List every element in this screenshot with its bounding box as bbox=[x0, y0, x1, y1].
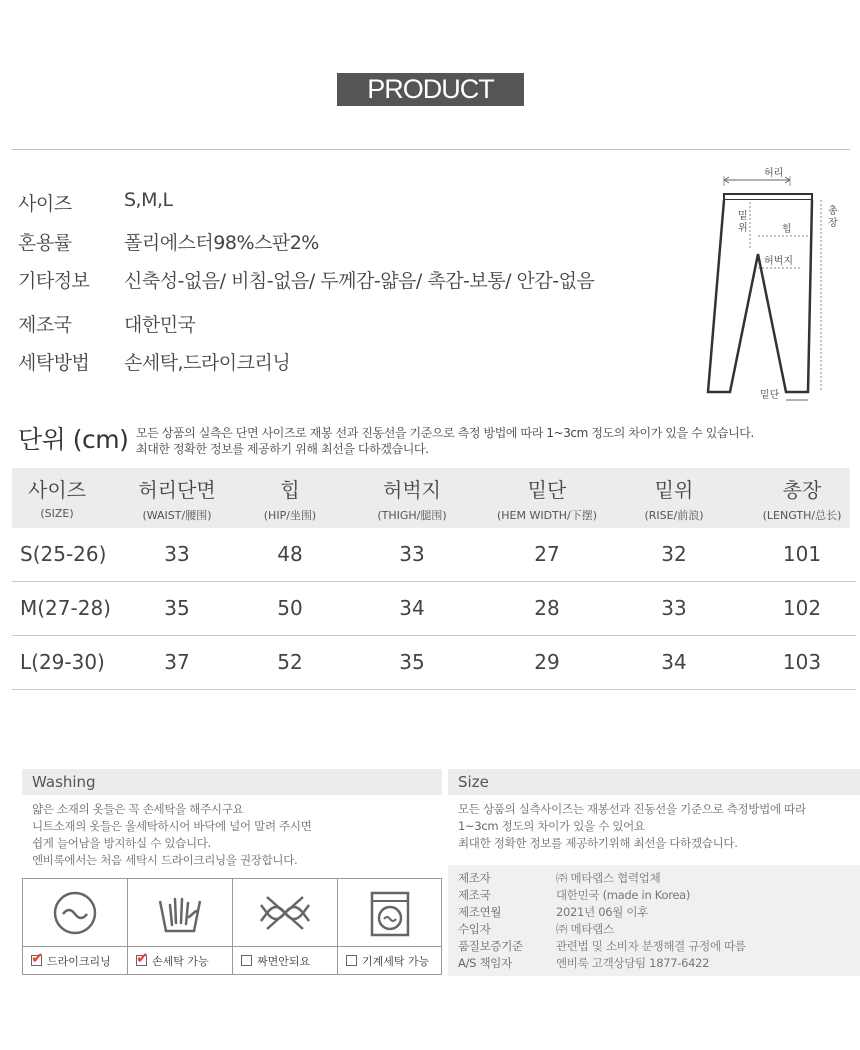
table-cell: 50 bbox=[277, 596, 303, 620]
info-label: 사이즈 bbox=[18, 193, 72, 215]
header-ko: 허벅지 bbox=[383, 478, 441, 502]
header-en: (THIGH/腿围) bbox=[377, 509, 447, 522]
header-cell bbox=[12, 468, 102, 520]
washing-text bbox=[32, 801, 312, 869]
machine-wash-icon bbox=[338, 879, 442, 947]
wash-option-no-wring bbox=[233, 879, 338, 974]
checkbox-unchecked[interactable] bbox=[241, 955, 252, 966]
page-title: PRODUCT INFO bbox=[337, 73, 524, 106]
length-label: 총 bbox=[828, 206, 838, 217]
wash-option-label: 기계세탁 가능 bbox=[362, 955, 430, 968]
info-label: 혼용률 bbox=[18, 232, 72, 254]
washing-title: Washing bbox=[22, 769, 442, 795]
size-panel-title: Size bbox=[448, 769, 860, 795]
info-value: 신축성-없음/ 비침-없음/ 두께감-얇음/ 촉감-보통/ 안감-없음 bbox=[124, 270, 595, 292]
table-cell: S(25-26) bbox=[20, 542, 107, 566]
no-wring-icon bbox=[233, 879, 337, 947]
washing-options bbox=[22, 878, 442, 975]
no-wring-checkbox[interactable] bbox=[241, 953, 310, 969]
table-cell: 29 bbox=[534, 650, 560, 674]
spec-key: A/S 책임자 bbox=[458, 956, 512, 970]
hip-label: 힙 bbox=[782, 224, 792, 235]
spec-key: 품질보증기준 bbox=[458, 939, 523, 953]
table-cell: 27 bbox=[534, 542, 560, 566]
info-label: 세탁방법 bbox=[18, 352, 90, 374]
table-cell: 33 bbox=[164, 542, 190, 566]
washing-line: 얇은 소재의 옷들은 꼭 손세탁을 해주시구요 bbox=[32, 802, 244, 816]
dry-clean-checkbox[interactable] bbox=[31, 953, 111, 969]
rise-label: 위 bbox=[738, 223, 748, 234]
table-cell: M(27-28) bbox=[20, 596, 111, 620]
divider bbox=[12, 149, 850, 150]
unit-title: 단위 (cm) bbox=[18, 425, 129, 454]
header-ko: 총장 bbox=[782, 478, 822, 502]
table-cell: L(29-30) bbox=[20, 650, 105, 674]
spec-key: 제조자 bbox=[458, 871, 491, 885]
spec-key: 수입자 bbox=[458, 922, 491, 936]
header-ko: 힙 bbox=[280, 478, 300, 502]
info-value: 손세탁,드라이크리닝 bbox=[124, 352, 291, 374]
table-cell: 32 bbox=[661, 542, 687, 566]
table-cell: 28 bbox=[534, 596, 560, 620]
header-ko: 밑단 bbox=[527, 478, 567, 502]
washing-line: 엔비룩에서는 처음 세탁시 드라이크리닝을 권장합니다. bbox=[32, 853, 298, 867]
product-spec-box bbox=[448, 865, 860, 976]
unit-note-line: 최대한 정확한 정보를 제공하기 위해 최선을 다하겠습니다. bbox=[136, 442, 429, 456]
table-cell: 52 bbox=[277, 650, 303, 674]
hand-wash-icon bbox=[128, 879, 232, 947]
wash-option-machine-wash bbox=[338, 879, 443, 974]
info-label: 기타정보 bbox=[18, 270, 90, 292]
table-cell: 48 bbox=[277, 542, 303, 566]
table-cell: 101 bbox=[782, 542, 822, 566]
table-row bbox=[12, 582, 856, 636]
spec-value: 관련법 및 소비자 분쟁해결 규정에 따름 bbox=[556, 939, 746, 953]
washing-line: 쉽게 늘어남을 방지하실 수 있습니다. bbox=[32, 836, 211, 850]
dry-clean-icon bbox=[23, 879, 127, 947]
rise-label: 밑 bbox=[738, 211, 748, 222]
unit-note-line: 모든 상품의 실측은 단면 사이즈로 재봉 선과 진동선을 기준으로 측정 방법에 따라 1~3cm 정도의 차이가 있을 수 있습니다. bbox=[136, 426, 754, 440]
table-row bbox=[12, 528, 856, 582]
table-cell: 103 bbox=[782, 650, 822, 674]
thigh-label: 허벅지 bbox=[764, 256, 793, 267]
header-en: (HIP/坐围) bbox=[263, 509, 317, 522]
header-cell bbox=[747, 468, 857, 523]
unit-note bbox=[136, 425, 754, 457]
wash-option-label: 드라이크리닝 bbox=[47, 955, 111, 968]
pants-measurement-diagram bbox=[700, 164, 850, 409]
checkbox-checked[interactable] bbox=[31, 955, 42, 966]
table-cell: 37 bbox=[164, 650, 190, 674]
table-row bbox=[12, 636, 856, 690]
size-panel-line: 모든 상품의 실측사이즈는 재봉선과 진동선을 기준으로 측정방법에 따라 bbox=[458, 802, 806, 816]
size-panel-line: 1~3cm 정도의 차이가 있을 수 있어요 bbox=[458, 819, 645, 833]
spec-value: 대한민국 (made in Korea) bbox=[556, 888, 691, 902]
wash-option-label: 손세탁 가능 bbox=[152, 955, 209, 968]
spec-key: 제조국 bbox=[458, 888, 491, 902]
info-value: 폴리에스터98%스판2% bbox=[124, 232, 319, 254]
spec-value: ㈜ 메타랩스 협력업체 bbox=[556, 871, 661, 885]
header-en: (RISE/前浪) bbox=[644, 509, 704, 522]
header-ko: 사이즈 bbox=[28, 478, 86, 502]
size-table-header bbox=[12, 468, 850, 528]
header-ko: 밑위 bbox=[654, 478, 694, 502]
spec-value: 엔비룩 고객상담팀 1877-6422 bbox=[556, 956, 710, 970]
header-en: (SIZE) bbox=[40, 507, 74, 520]
info-value: S,M,L bbox=[124, 189, 173, 211]
hem-label: 밑단 bbox=[760, 390, 780, 401]
wash-option-dry-clean bbox=[23, 879, 128, 974]
machine-wash-checkbox[interactable] bbox=[346, 953, 429, 969]
size-panel-text bbox=[458, 801, 806, 852]
header-cell bbox=[117, 468, 237, 523]
table-cell: 33 bbox=[399, 542, 425, 566]
hand-wash-checkbox[interactable] bbox=[136, 953, 209, 969]
spec-value: 2021년 06월 이후 bbox=[556, 905, 649, 919]
info-value: 대한민국 bbox=[124, 314, 196, 336]
header-cell bbox=[240, 468, 340, 523]
wash-option-label: 짜면안되요 bbox=[257, 955, 311, 968]
header-cell bbox=[482, 468, 612, 523]
table-cell: 34 bbox=[399, 596, 425, 620]
table-cell: 33 bbox=[661, 596, 687, 620]
table-cell: 34 bbox=[661, 650, 687, 674]
header-en: (LENGTH/总长) bbox=[762, 509, 842, 522]
spec-value: ㈜ 메타랩스 bbox=[556, 922, 614, 936]
wash-option-hand-wash bbox=[128, 879, 233, 974]
checkbox-checked[interactable] bbox=[136, 955, 147, 966]
length-label: 장 bbox=[828, 218, 838, 229]
header-en: (HEM WIDTH/下摆) bbox=[496, 509, 598, 522]
info-label: 제조국 bbox=[18, 314, 72, 336]
washing-line: 니트소재의 옷들은 울세탁하시어 바닥에 널어 말려 주시면 bbox=[32, 819, 312, 833]
waist-label: 허리 bbox=[764, 168, 784, 179]
header-cell bbox=[624, 468, 724, 523]
spec-key: 제조연월 bbox=[458, 905, 502, 919]
header-cell bbox=[357, 468, 467, 523]
table-cell: 102 bbox=[782, 596, 822, 620]
header-ko: 허리단면 bbox=[138, 478, 216, 502]
header-en: (WAIST/腰围) bbox=[142, 509, 212, 522]
table-cell: 35 bbox=[164, 596, 190, 620]
size-panel-line: 최대한 정확한 정보를 제공하기위해 최선을 다하겠습니다. bbox=[458, 836, 738, 850]
table-cell: 35 bbox=[399, 650, 425, 674]
checkbox-unchecked[interactable] bbox=[346, 955, 357, 966]
